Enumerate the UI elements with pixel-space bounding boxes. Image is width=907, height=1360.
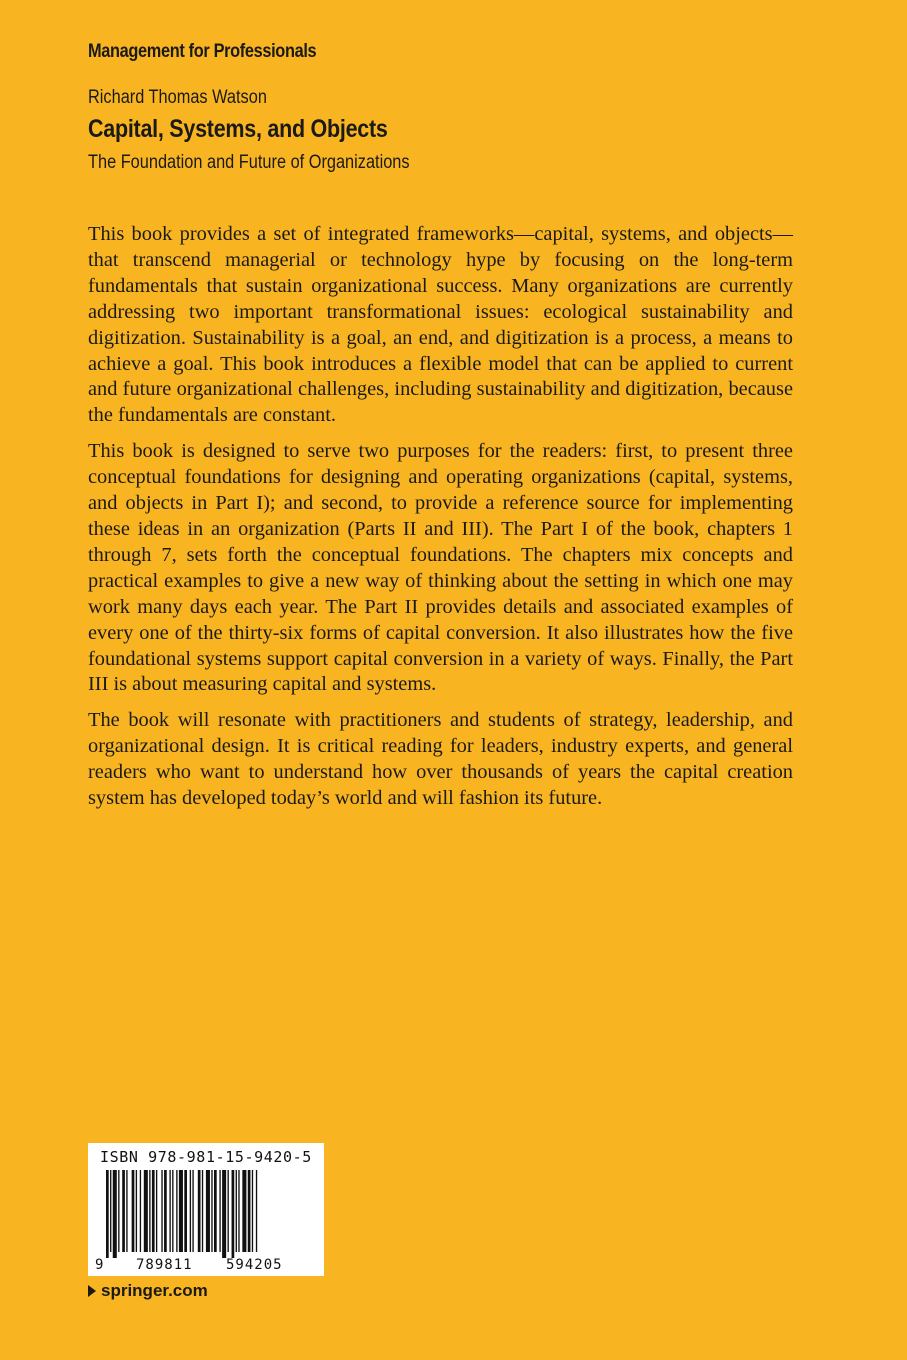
barcode-bar [192, 1170, 193, 1252]
barcode-bar [113, 1170, 117, 1258]
barcode-bar [122, 1170, 125, 1252]
publisher-url: springer.com [101, 1281, 208, 1300]
book-title: Capital, Systems, and Objects [88, 115, 388, 143]
barcode-bar [232, 1170, 235, 1258]
barcode-bar [206, 1170, 210, 1252]
barcode-bar [222, 1170, 226, 1258]
barcode-bar [252, 1170, 253, 1252]
barcode-bar [214, 1170, 217, 1252]
barcode-bar [156, 1170, 157, 1252]
barcode-bar [256, 1170, 257, 1252]
isbn-label: ISBN 978-981-15-9420-5 [100, 1148, 312, 1166]
description-paragraph-2: This book is designed to serve two purposes for the readers: first, to present three conceptual foundations for designing and operating organizations (capital, systems, and objects in Part I); and second, to provide a reference source for implementing these ideas in an organization (Parts II and III). The Part I of the book, chapters 1 through 7, sets forth the conceptual foundations. The chapters mix concepts and practical examples to give a new way of thinking about the setting in which one may work many days each year. The Part II provides details and associated examples of every one of the thirty-six forms of capital conversion. It also illustrates how the five foundational systems support capital conversion in a variety of ways. Finally, the Part III is about measuring capital and systems. [88, 440, 793, 696]
barcode-bar [198, 1170, 201, 1252]
barcode-bar [149, 1170, 150, 1252]
barcode-bar [219, 1170, 220, 1252]
barcode-digits-left: 789811 [136, 1257, 193, 1272]
barcode-bar [144, 1170, 148, 1252]
book-subtitle: The Foundation and Future of Organizations [88, 152, 410, 173]
barcode-bar [118, 1170, 119, 1252]
description-paragraph-3: The book will resonate with practitioners and students of strategy, leadership, and organizational design. It is critical reading for leaders, industry experts, and general readers who want to understand how over thousands of years the capital creation system has developed today’s world and will fashion its future. [88, 709, 793, 810]
barcode-bar [238, 1170, 239, 1252]
description-paragraph-1: This book provides a set of integrated frameworks—capital, systems, and objects—that transcend managerial or technology hype by focusing on the long-term fundamentals that sustain organizational success. Many organizations are currently addressing two important transformational issues: ecological sustainability and digitization. Sustainability is a goal, an end, and digitization is a process, a means to achieve a goal. This book introduces a flexible model that can be applied to current and future organizational challenges, including sustainability and digitization, because the fundamentals are constant. [88, 223, 793, 427]
book-description [88, 222, 793, 822]
barcode-bar [248, 1170, 251, 1252]
barcode-bar [152, 1170, 155, 1252]
barcode-bar [228, 1170, 229, 1252]
barcode-bar [169, 1170, 170, 1252]
barcode-bar [176, 1170, 177, 1252]
barcode-digits-right: 594205 [226, 1257, 283, 1272]
series-name: Management for Professionals [88, 41, 317, 62]
barcode-bars [106, 1170, 257, 1258]
barcode-bar [140, 1170, 141, 1252]
barcode-bar [136, 1170, 137, 1252]
arrow-right-icon [88, 1285, 96, 1297]
barcode-graphic [94, 1170, 318, 1272]
barcode-bar [164, 1170, 167, 1252]
barcode-bar [126, 1170, 127, 1252]
barcode-bar [184, 1170, 187, 1252]
barcode-bar [172, 1170, 173, 1252]
barcode-bar [202, 1170, 203, 1252]
barcode-bar [161, 1170, 162, 1252]
barcode-bar [190, 1170, 191, 1252]
barcode-bar [242, 1170, 246, 1252]
barcode-bar [132, 1170, 135, 1252]
barcode-bar [211, 1170, 212, 1252]
barcode-bar [179, 1170, 183, 1252]
author-name: Richard Thomas Watson [88, 87, 267, 108]
isbn-barcode [88, 1143, 324, 1276]
barcode-bar [106, 1170, 109, 1258]
publisher-link[interactable] [88, 1281, 208, 1301]
barcode-bar [110, 1170, 111, 1252]
barcode-digit-first: 9 [95, 1257, 104, 1272]
barcode-bar [236, 1170, 237, 1252]
